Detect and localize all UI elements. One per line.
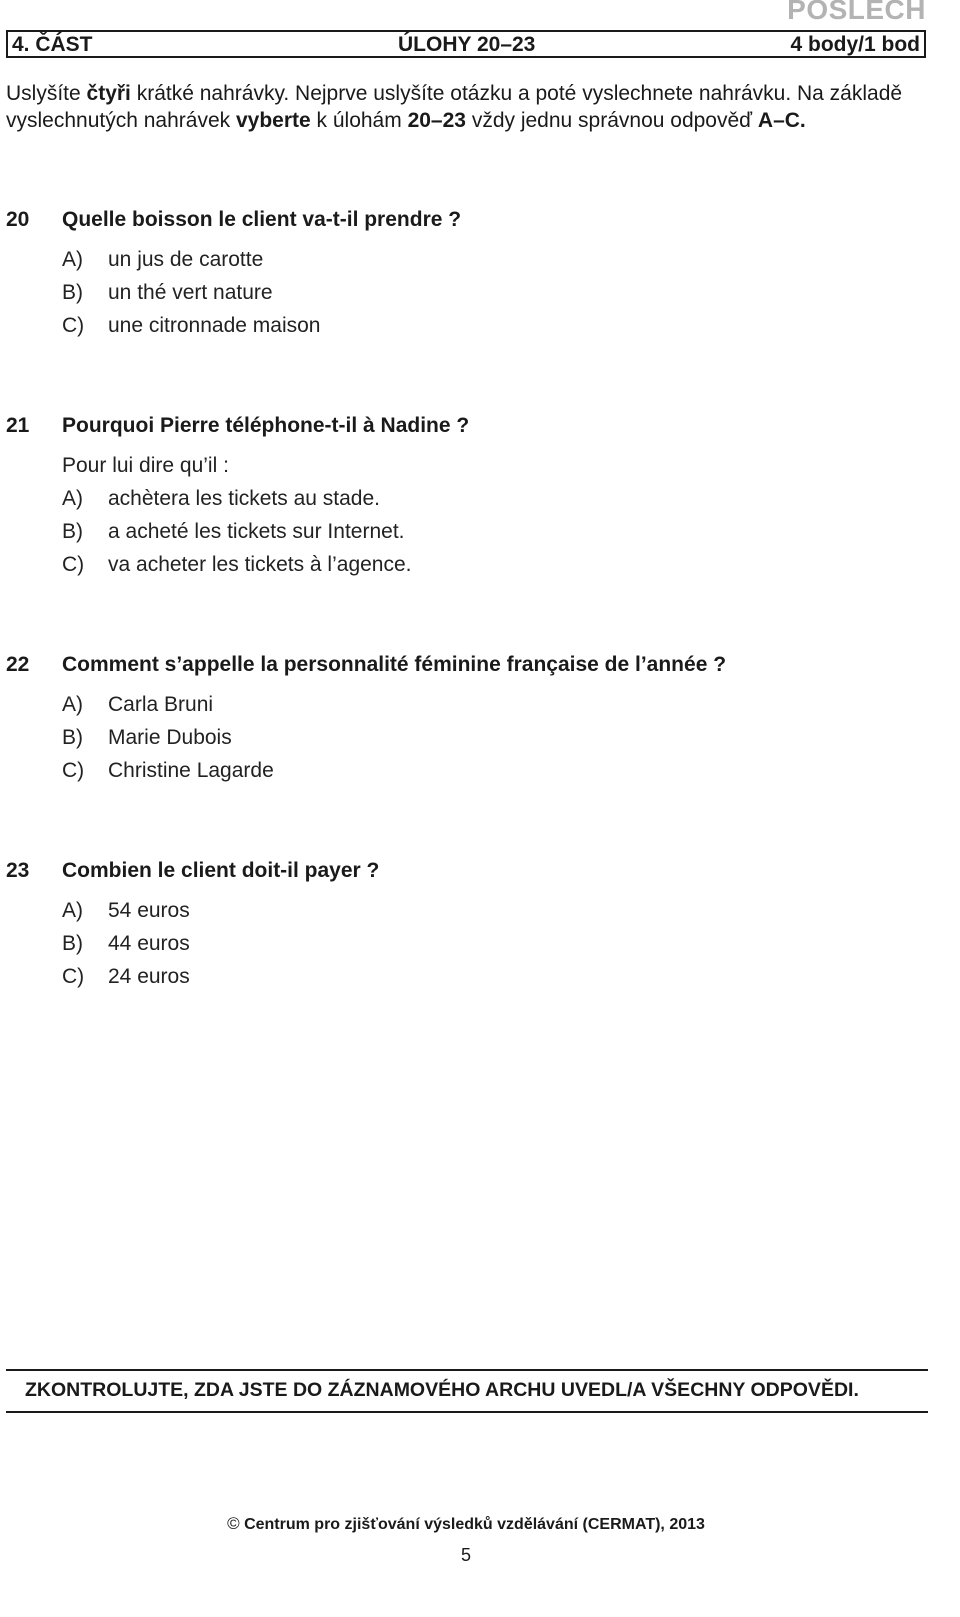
option-text: 24 euros: [108, 965, 190, 988]
part-label: 4. ČÁST: [12, 33, 93, 56]
question-22: [6, 651, 926, 790]
answer-option: [6, 246, 926, 279]
question-number: 20: [6, 208, 30, 231]
answer-option: [6, 279, 926, 312]
instructions-emphasis: vyberte: [235, 109, 311, 132]
option-text: va acheter les tickets à l’agence.: [108, 553, 412, 576]
option-text: un jus de carotte: [108, 248, 264, 271]
option-letter: A): [62, 248, 83, 271]
option-letter: A): [62, 899, 83, 922]
option-letter: B): [62, 726, 83, 749]
answer-option: [6, 518, 926, 551]
section-tag: POSLECH: [787, 0, 926, 25]
divider-bottom: [6, 1411, 928, 1413]
question-text: Comment s’appelle la personnalité féminine française de l’année ?: [62, 653, 727, 676]
answer-option: [6, 691, 926, 724]
question-intro: Pour lui dire qu’il :: [62, 454, 229, 477]
option-text: 44 euros: [108, 932, 190, 955]
question-text: Combien le client doit-il payer ?: [62, 859, 380, 882]
answer-option: [6, 930, 926, 963]
points-label: 4 body/1 bod: [790, 33, 920, 56]
option-letter: A): [62, 487, 83, 510]
question-23: [6, 857, 926, 996]
option-text: a acheté les tickets sur Internet.: [108, 520, 405, 543]
answer-option: [6, 312, 926, 345]
instructions-text: k úlohám: [310, 109, 408, 132]
option-text: un thé vert nature: [108, 281, 273, 304]
copyright-text: Centrum pro zjišťování výsledků vzdělávání (CERMAT), 2013: [244, 1516, 705, 1533]
answer-option: [6, 724, 926, 757]
answer-option: [6, 551, 926, 584]
answer-option: [6, 963, 926, 996]
question-number: 23: [6, 859, 30, 882]
option-letter: C): [62, 759, 85, 782]
footer-copyright: [0, 1514, 932, 1534]
question-number: 22: [6, 653, 30, 676]
question-title: [6, 857, 926, 897]
question-number: 21: [6, 414, 30, 437]
instructions: [6, 80, 906, 134]
copyright-icon: ©: [227, 1514, 240, 1533]
instructions-text: vždy jednu správnou odpověď: [465, 109, 758, 132]
question-title: [6, 206, 926, 246]
question-title: [6, 412, 926, 452]
instructions-text: Uslyšíte: [6, 82, 87, 105]
option-letter: C): [62, 553, 85, 576]
option-letter: A): [62, 693, 83, 716]
option-text: Marie Dubois: [108, 726, 232, 749]
instructions-emphasis: A–C.: [757, 109, 806, 132]
question-text: Pourquoi Pierre téléphone-t-il à Nadine ?: [62, 414, 470, 437]
option-letter: C): [62, 314, 85, 337]
option-letter: B): [62, 520, 83, 543]
option-letter: B): [62, 932, 83, 955]
page-number: 5: [460, 1545, 471, 1565]
option-text: 54 euros: [108, 899, 190, 922]
option-text: Christine Lagarde: [108, 759, 274, 782]
check-answers-note: ZKONTROLUJTE, ZDA JSTE DO ZÁZNAMOVÉHO ARCHU UVEDL/A VŠECHNY ODPOVĚDI.: [25, 1379, 859, 1401]
option-text: une citronnade maison: [108, 314, 321, 337]
question-title: [6, 651, 926, 691]
option-text: Carla Bruni: [108, 693, 214, 716]
answer-option: [6, 757, 926, 790]
option-letter: C): [62, 965, 85, 988]
question-21: [6, 412, 926, 584]
option-text: achètera les tickets au stade.: [108, 487, 380, 510]
instructions-emphasis: čtyři: [86, 82, 131, 105]
answer-option: [6, 485, 926, 518]
question-text: Quelle boisson le client va-t-il prendre ?: [62, 208, 462, 231]
option-letter: B): [62, 281, 83, 304]
part-header: [6, 30, 926, 58]
divider-top: [6, 1369, 928, 1371]
answer-option: [6, 897, 926, 930]
instructions-emphasis: 20–23: [407, 109, 466, 132]
tasks-label: ÚLOHY 20–23: [398, 33, 536, 56]
question-20: [6, 206, 926, 345]
instructions-text: krátké nahrávky. Nejprve uslyšíte otázku a poté vyslechnete nahrávku. Na základě vyslechnutých nahrávek: [6, 82, 903, 132]
